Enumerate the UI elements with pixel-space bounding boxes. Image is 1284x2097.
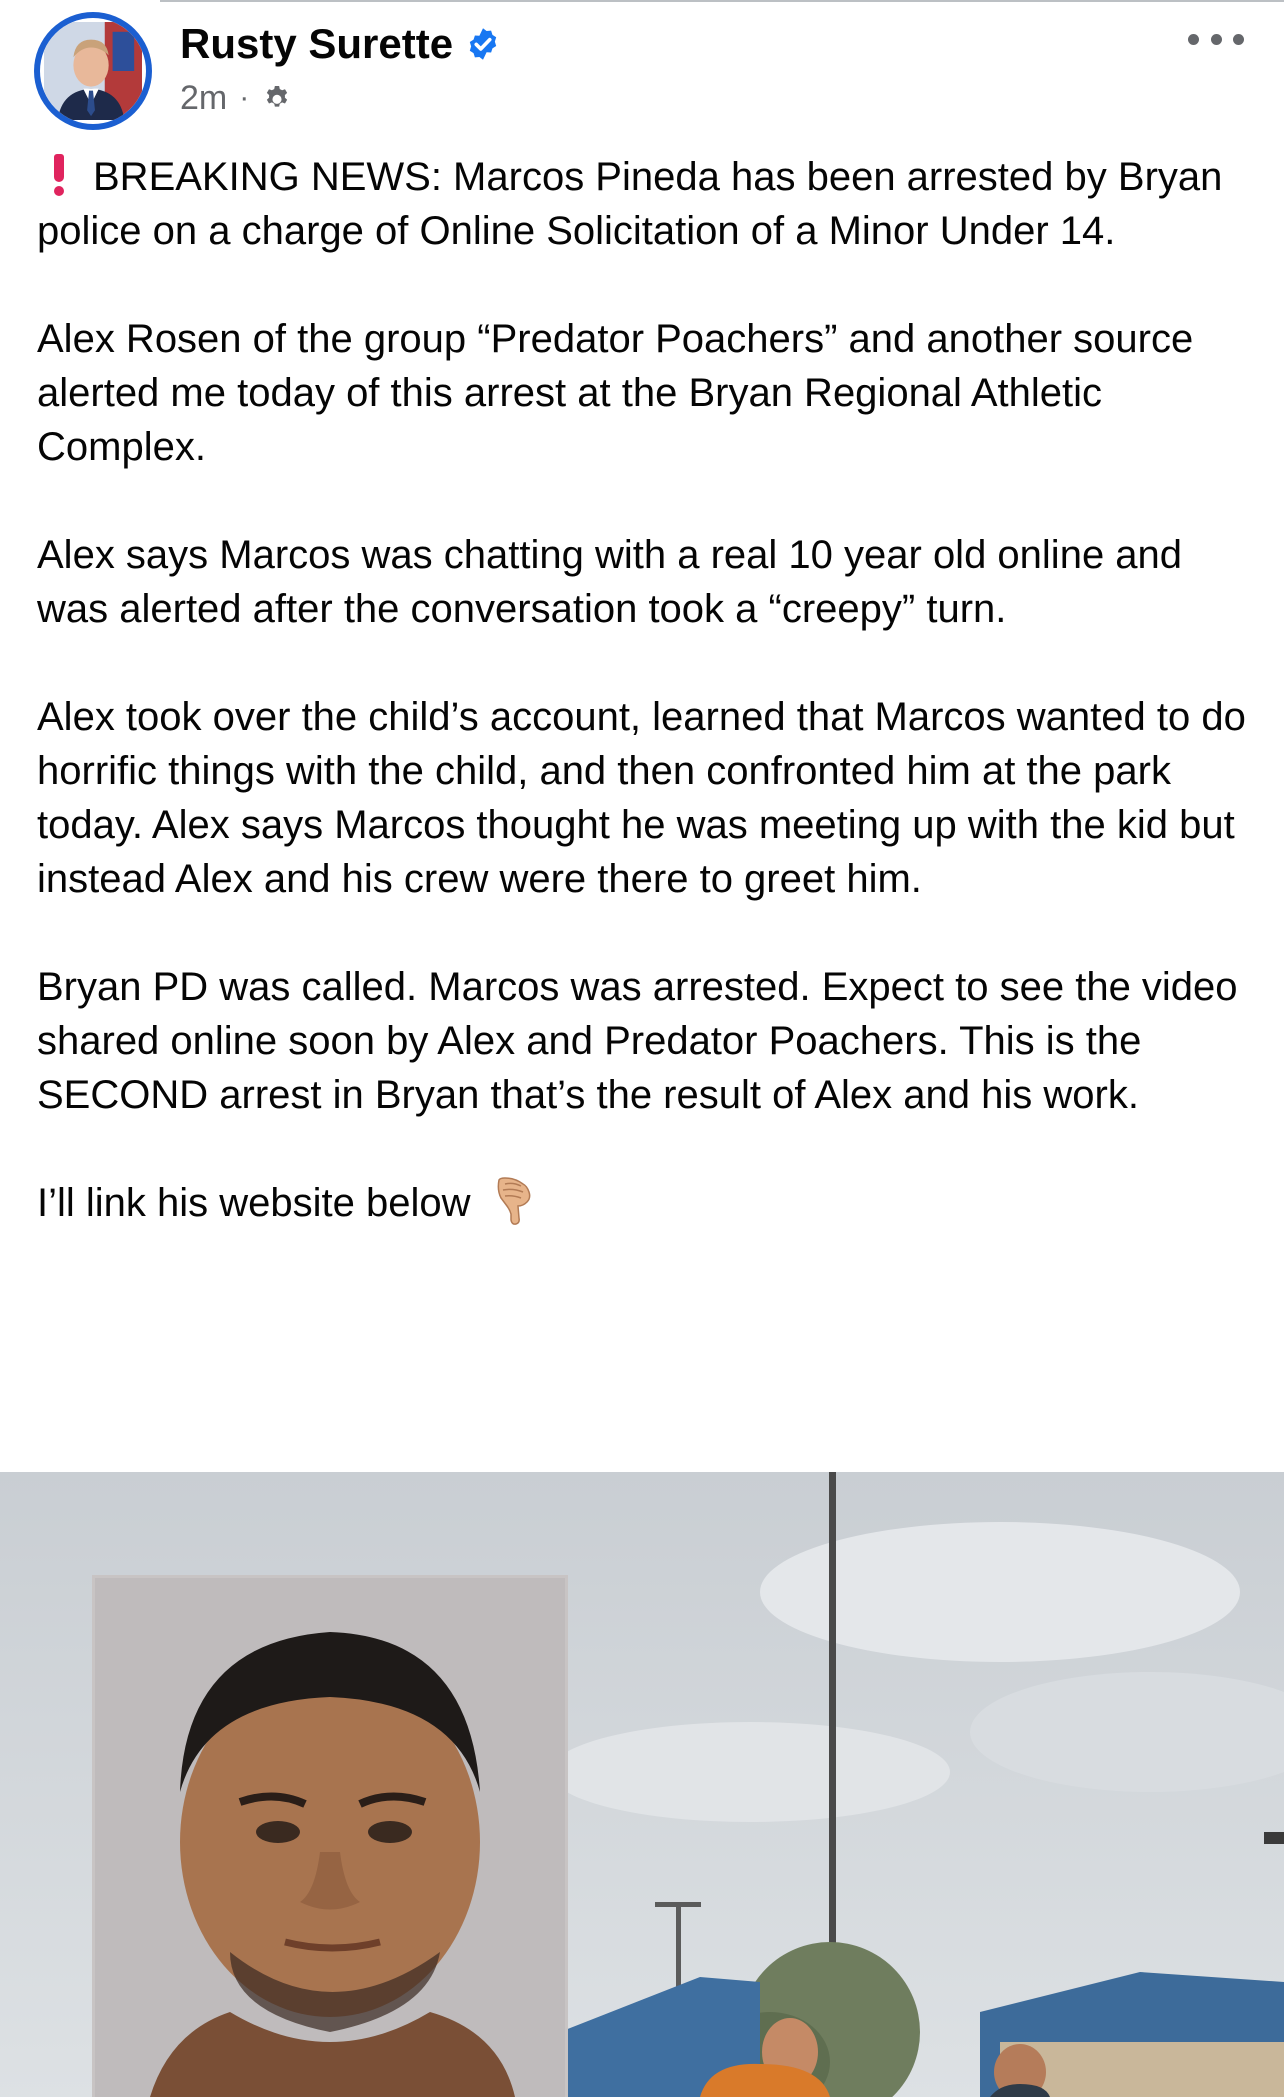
post-photo[interactable] [0,1472,1284,2097]
more-dots-icon[interactable] [1188,24,1244,54]
paragraph-3: Alex says Marcos was chatting with a real 10 year old online and was alerted after the conversation took a “creepy” turn. [37,533,1183,631]
avatar[interactable] [34,12,152,130]
verified-badge-icon [465,26,501,62]
post-header [0,0,1284,140]
post-time[interactable]: 2m [180,78,228,117]
avatar-photo [40,18,146,124]
photo-icon [0,1472,1284,2097]
paragraph-6-text: I’ll link his website below [37,1181,471,1225]
paragraph-4: Alex took over the child’s account, learned that Marcos wanted to do horrific things with the child, and then confronted him at the park today. Alex says Marcos thought he was meeting up with the kid but instead Alex and his crew were there to greet him. [37,695,1246,901]
paragraph-2: Alex Rosen of the group “Predator Poachers” and another source alerted me today of this arrest at the Bryan Regional Athletic Complex. [37,317,1194,469]
paragraph-5: Bryan PD was called. Marcos was arrested. Expect to see the video shared online soon by Alex and Predator Poachers. This is the SECOND arrest in Bryan that’s the result of Alex and his work. [37,965,1238,1117]
post-body [37,150,1257,1230]
post-meta [180,74,293,122]
dot [1211,34,1222,45]
paragraph-6 [37,1176,1257,1230]
meta-separator: · [239,81,250,114]
dot [1188,34,1199,45]
paragraph-1-text: BREAKING NEWS: Marcos Pineda has been arrested by Bryan police on a charge of Online Solicitation of a Minor Under 14. [37,155,1223,253]
person-icon [44,22,142,120]
gear-icon[interactable] [261,82,293,114]
author-name[interactable]: Rusty Surette [180,20,454,67]
exclamation-icon [51,154,67,194]
pointing-down-hand-icon [493,1176,537,1226]
dot [1233,34,1244,45]
paragraph-1 [37,150,1257,258]
